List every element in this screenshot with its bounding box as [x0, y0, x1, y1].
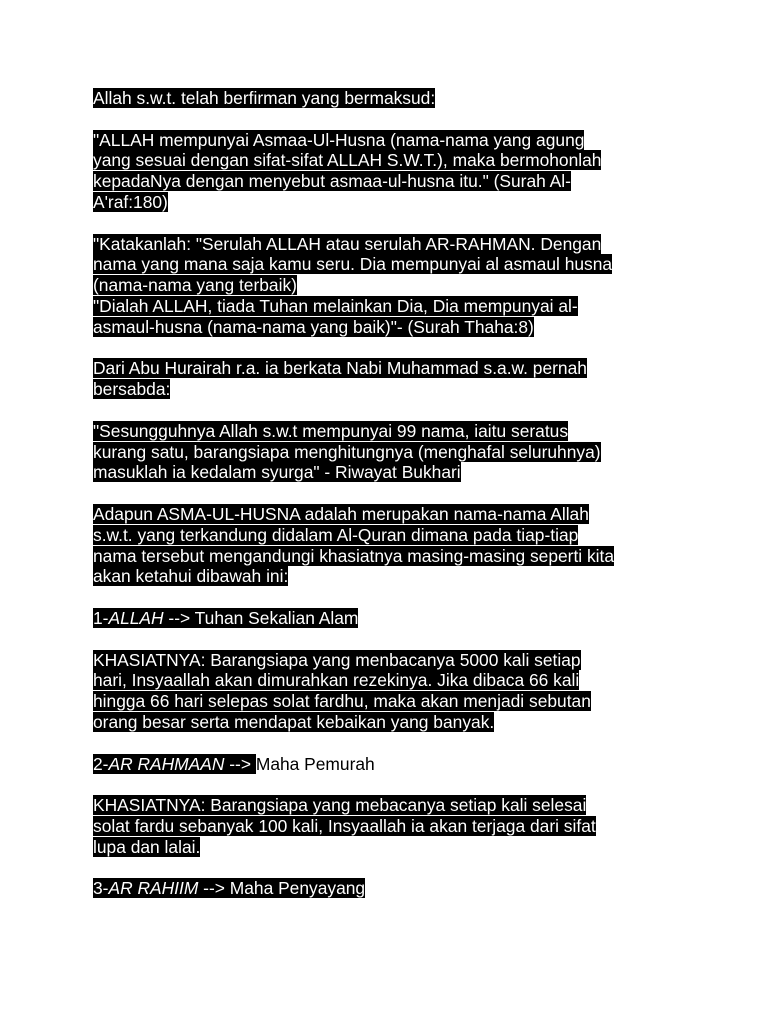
- name-number: 2-: [93, 753, 109, 774]
- name-title: AR RAHIIM: [108, 878, 199, 899]
- explanation-line: s.w.t. yang terkandung didalam Al-Quran dimana pada tiap-tiap: [93, 524, 579, 545]
- name-heading: [93, 878, 365, 898]
- document-body: [93, 88, 693, 920]
- name-arrow: -->: [198, 878, 230, 899]
- quote-line: (nama-nama yang terbaik): [93, 275, 297, 296]
- hadith-line: masuklah ia kedalam syurga" - Riwayat Bukhari: [93, 462, 461, 483]
- name-number: 3-: [93, 878, 109, 899]
- name-heading: [93, 754, 256, 774]
- quote-line: yang sesuai dengan sifat-sifat ALLAH S.W.T.), maka bermohonlah: [93, 150, 602, 171]
- quote-line: kepadaNya dengan menyebut asmaa-ul-husna itu." (Surah Al-: [93, 171, 571, 192]
- khasiat-ar-rahmaan: [93, 795, 693, 857]
- intro-text: Allah s.w.t. telah berfirman yang bermaksud:: [93, 88, 436, 108]
- quote-line: "ALLAH mempunyai Asmaa-Ul-Husna (nama-nama yang agung: [93, 129, 585, 150]
- quran-quote-thaha: [93, 234, 693, 338]
- name-heading-allah: [93, 608, 693, 629]
- quote-line: "Katakanlah: "Serulah ALLAH atau serulah AR-RAHMAN. Dengan: [93, 233, 602, 254]
- quote-line: "Dialah ALLAH, tiada Tuhan melainkan Dia, Dia mempunyai al-: [93, 295, 578, 316]
- hadith-line: "Sesungguhnya Allah s.w.t mempunyai 99 nama, iaitu seratus: [93, 420, 569, 441]
- name-title: AR RAHMAAN: [108, 753, 225, 774]
- hadith-intro-line: bersabda:: [93, 379, 171, 400]
- explanation-line: akan ketahui dibawah ini:: [93, 566, 289, 587]
- khasiat-line: orang besar serta mendapat kebaikan yang banyak.: [93, 711, 495, 732]
- khasiat-line: hingga 66 hari selepas solat fardhu, maka akan menjadi sebutan: [93, 691, 591, 712]
- explanation-line: Adapun ASMA-UL-HUSNA adalah merupakan nama-nama Allah: [93, 503, 589, 524]
- name-heading-ar-rahmaan: [93, 754, 693, 775]
- name-meaning: Tuhan Sekalian Alam: [194, 607, 359, 628]
- quran-quote-araf: [93, 130, 693, 213]
- khasiat-line: KHASIATNYA: Barangsiapa yang mebacanya setiap kali selesai: [93, 795, 587, 816]
- explanation-line: nama tersebut mengandungi khasiatnya masing-masing seperti kita: [93, 545, 615, 566]
- khasiat-line: solat fardu sebanyak 100 kali, Insyaallah ia akan terjaga dari sifat: [93, 815, 596, 836]
- khasiat-line: lupa dan lalai.: [93, 836, 201, 857]
- name-meaning: Maha Pemurah: [255, 753, 375, 774]
- hadith-quote: [93, 421, 693, 483]
- quote-line: nama yang mana saja kamu seru. Dia mempunyai al asmaul husna: [93, 254, 613, 275]
- quote-line: asmaul-husna (nama-nama yang baik)"- (Surah Thaha:8): [93, 316, 534, 337]
- explanation-paragraph: [93, 504, 693, 587]
- name-arrow: -->: [224, 753, 256, 774]
- intro-paragraph: [93, 88, 693, 109]
- name-heading-ar-rahiim: [93, 878, 693, 899]
- name-title: ALLAH: [108, 607, 164, 628]
- name-heading: [93, 608, 358, 628]
- hadith-line: kurang satu, barangsiapa menghitungnya (menghafal seluruhnya): [93, 441, 601, 462]
- khasiat-line: hari, Insyaallah akan dimurahkan rezekinya. Jika dibaca 66 kali: [93, 670, 580, 691]
- hadith-intro-line: Dari Abu Hurairah r.a. ia berkata Nabi Muhammad s.a.w. pernah: [93, 358, 587, 379]
- quote-line: A'raf:180): [93, 191, 168, 212]
- khasiat-allah: [93, 650, 693, 733]
- name-number: 1-: [93, 607, 109, 628]
- name-arrow: -->: [163, 607, 195, 628]
- khasiat-line: KHASIATNYA: Barangsiapa yang menbacanya 5000 kali setiap: [93, 649, 581, 670]
- name-meaning: Maha Penyayang: [229, 878, 366, 899]
- hadith-intro: [93, 358, 693, 400]
